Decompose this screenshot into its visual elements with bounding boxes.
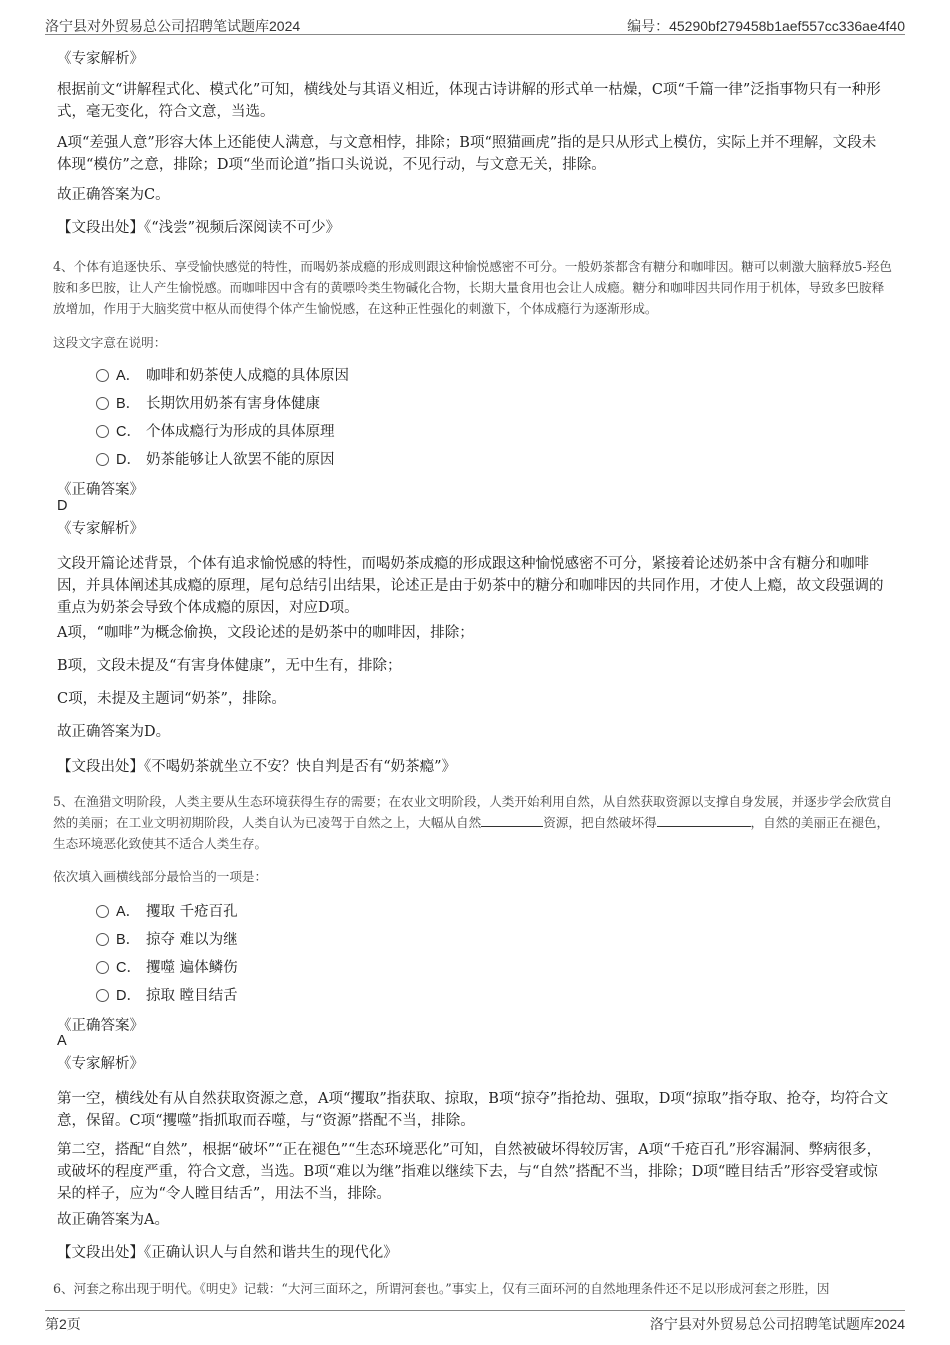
radio-icon[interactable] — [96, 905, 109, 918]
header-title: 洛宁县对外贸易总公司招聘笔试题库2024 — [45, 18, 301, 34]
option-text: 长期饮用奶茶有害身体健康 — [146, 396, 320, 412]
option-letter: A． — [116, 904, 141, 920]
q4-option-a[interactable] — [96, 366, 349, 386]
radio-icon[interactable] — [96, 989, 109, 1002]
q3-analysis-p2: A项“差强人意”形容大体上还能使人满意，与文意相悖，排除；B项“照猫画虎”指的是只从形式上模仿，实际上并不理解，文段未体现“模仿”之意，排除；D项“坐而论道”指口头说说，不见行动，与文意无关，排除。 — [57, 135, 877, 173]
option-letter: C． — [116, 960, 141, 976]
q5-blank-1 — [481, 814, 543, 827]
option-letter: B． — [116, 396, 141, 412]
q5-option-c[interactable] — [96, 958, 238, 978]
q5-analysis-label: 《专家解析》 — [57, 1056, 144, 1072]
option-text: 掠取 瞠目结舌 — [146, 988, 238, 1004]
q5-prompt: 依次填入画横线部分最恰当的一项是： — [53, 869, 268, 884]
q4-stem: 4、个体有追逐快乐、享受愉快感觉的特性，而喝奶茶成瘾的形成则跟这种愉悦感密不可分。一般奶茶都含有糖分和咖啡因。糖可以刺激大脑释放5-羟色胺和多巴胺，让人产生愉悦感。而咖啡因中含有的黄嘌呤类生物碱化合物，长期大量食用也会让人成瘾。糖分和咖啡因共同作用于机体，导致多巴胺释放增加，作用于大脑奖赏中枢从而使得个体产生愉悦感，在这种正性强化的刺激下，个体成瘾行为逐渐形成。 — [53, 259, 892, 316]
q4-source: 【文段出处】《不喝奶茶就坐立不安？快自判是否有“奶茶瘾”》 — [57, 759, 457, 775]
q6-stem: 6、河套之称出现于明代。《明史》记载：“大河三面环之，所谓河套也。”事实上，仅有三面环河的自然地理条件还不足以形成河套之形胜，因 — [53, 1281, 830, 1296]
q5-blank-2 — [657, 814, 751, 827]
q4-answer-statement: 故正确答案为D。 — [57, 724, 171, 740]
option-text: 攫噬 遍体鳞伤 — [146, 960, 238, 976]
radio-icon[interactable] — [96, 369, 109, 382]
q5-answer-label: 《正确答案》 — [57, 1018, 144, 1034]
option-text: 咖啡和奶茶使人成瘾的具体原因 — [146, 368, 349, 384]
page-number: 第2页 — [45, 1316, 81, 1332]
q4-option-d[interactable] — [96, 450, 335, 470]
q4-prompt: 这段文字意在说明： — [53, 335, 167, 350]
q5-option-d[interactable] — [96, 986, 238, 1006]
option-letter: B． — [116, 932, 141, 948]
q5-analysis-p2: 第二空，搭配“自然”，根据“破坏”“正在褪色”“生态环境恶化”可知，自然被破坏得较厉害，A项“千疮百孔”形容漏洞、弊病很多，或破坏的程度严重，符合文意，当选。B项“难以为继”指难以继续下去，与“自然”搭配不当，排除；D项“瞠目结舌”形容受窘或惊呆的样子，应为“令人瞠目结舌”，用法不当，排除。 — [57, 1142, 882, 1202]
q4-answer-label: 《正确答案》 — [57, 482, 144, 498]
option-letter: D． — [116, 452, 141, 468]
q5-answer: A — [57, 1033, 67, 1049]
radio-icon[interactable] — [96, 453, 109, 466]
q3-source: 【文段出处】《“浅尝”视频后深阅读不可少》 — [57, 220, 341, 236]
q5-stem-part-2: 资源，把自然破坏得 — [543, 815, 657, 830]
q3-answer-statement: 故正确答案为C。 — [57, 187, 170, 203]
radio-icon[interactable] — [96, 961, 109, 974]
q5-stem — [53, 791, 895, 854]
option-letter: D． — [116, 988, 141, 1004]
q5-answer-statement: 故正确答案为A。 — [57, 1212, 169, 1228]
q3-analysis-label: 《专家解析》 — [57, 51, 144, 67]
q5-option-a[interactable] — [96, 902, 238, 922]
q4-answer: D — [57, 498, 68, 514]
header-doc-id: 编号：45290bf279458b1aef557cc336ae4f40 — [627, 18, 905, 34]
q4-analysis-p3: B项，文段未提及“有害身体健康”，无中生有，排除； — [57, 658, 402, 674]
page-footer — [45, 1310, 905, 1333]
page-header — [45, 14, 905, 35]
footer-title: 洛宁县对外贸易总公司招聘笔试题库2024 — [649, 1316, 905, 1332]
option-text: 个体成瘾行为形成的具体原理 — [146, 424, 335, 440]
q5-analysis-p1: 第一空，横线处有从自然获取资源之意，A项“攫取”指获取、掠取，B项“掠夺”指抢劫、强取，D项“掠取”指夺取、抢夺，均符合文意，保留。C项“攫噬”指抓取而吞噬，与“资源”搭配不当，排除。 — [57, 1091, 889, 1129]
q5-source: 【文段出处】《正确认识人与自然和谐共生的现代化》 — [57, 1245, 398, 1261]
option-text: 攫取 千疮百孔 — [146, 904, 238, 920]
q5-stem-part-3: ，自然的美丽正在褪色，生态环境恶化致使其不适合人类生存。 — [53, 815, 890, 851]
q5-option-b[interactable] — [96, 930, 238, 950]
option-letter: A． — [116, 368, 141, 384]
q4-option-c[interactable] — [96, 422, 335, 442]
q3-analysis-p1: 根据前文“讲解程式化、模式化”可知，横线处与其语义相近，体现古诗讲解的形式单一枯燥，C项“千篇一律”泛指事物只有一种形式，毫无变化，符合文意，当选。 — [57, 82, 881, 120]
radio-icon[interactable] — [96, 397, 109, 410]
q4-analysis-p1: 文段开篇论述背景，个体有追求愉悦感的特性，而喝奶茶成瘾的形成跟这种愉悦感密不可分，紧接着论述奶茶中含有糖分和咖啡因，并具体阐述其成瘾的原理，尾句总结引出结果，论述正是由于奶茶中的糖分和咖啡因的共同作用，才使人上瘾，故文段强调的重点为奶茶会导致个体成瘾的原因，对应D项。 — [57, 556, 884, 616]
option-text: 奶茶能够让人欲罢不能的原因 — [146, 452, 335, 468]
q4-analysis-label: 《专家解析》 — [57, 521, 144, 537]
q4-analysis-p4: C项，未提及主题词“奶茶”，排除。 — [57, 691, 286, 707]
radio-icon[interactable] — [96, 933, 109, 946]
q4-analysis-p2: A项，“咖啡”为概念偷换，文段论述的是奶茶中的咖啡因，排除； — [57, 625, 474, 641]
radio-icon[interactable] — [96, 425, 109, 438]
option-letter: C． — [116, 424, 141, 440]
q5-stem-part-1: 5、在渔猎文明阶段，人类主要从生态环境获得生存的需要；在农业文明阶段，人类开始利用自然，从自然获取资源以支撑自身发展，并逐步学会欣赏自然的美丽；在工业文明初期阶段，人类自认为已凌驾于自然之上，大幅从自然 — [53, 794, 893, 830]
q4-option-b[interactable] — [96, 394, 320, 414]
option-text: 掠夺 难以为继 — [146, 932, 238, 948]
